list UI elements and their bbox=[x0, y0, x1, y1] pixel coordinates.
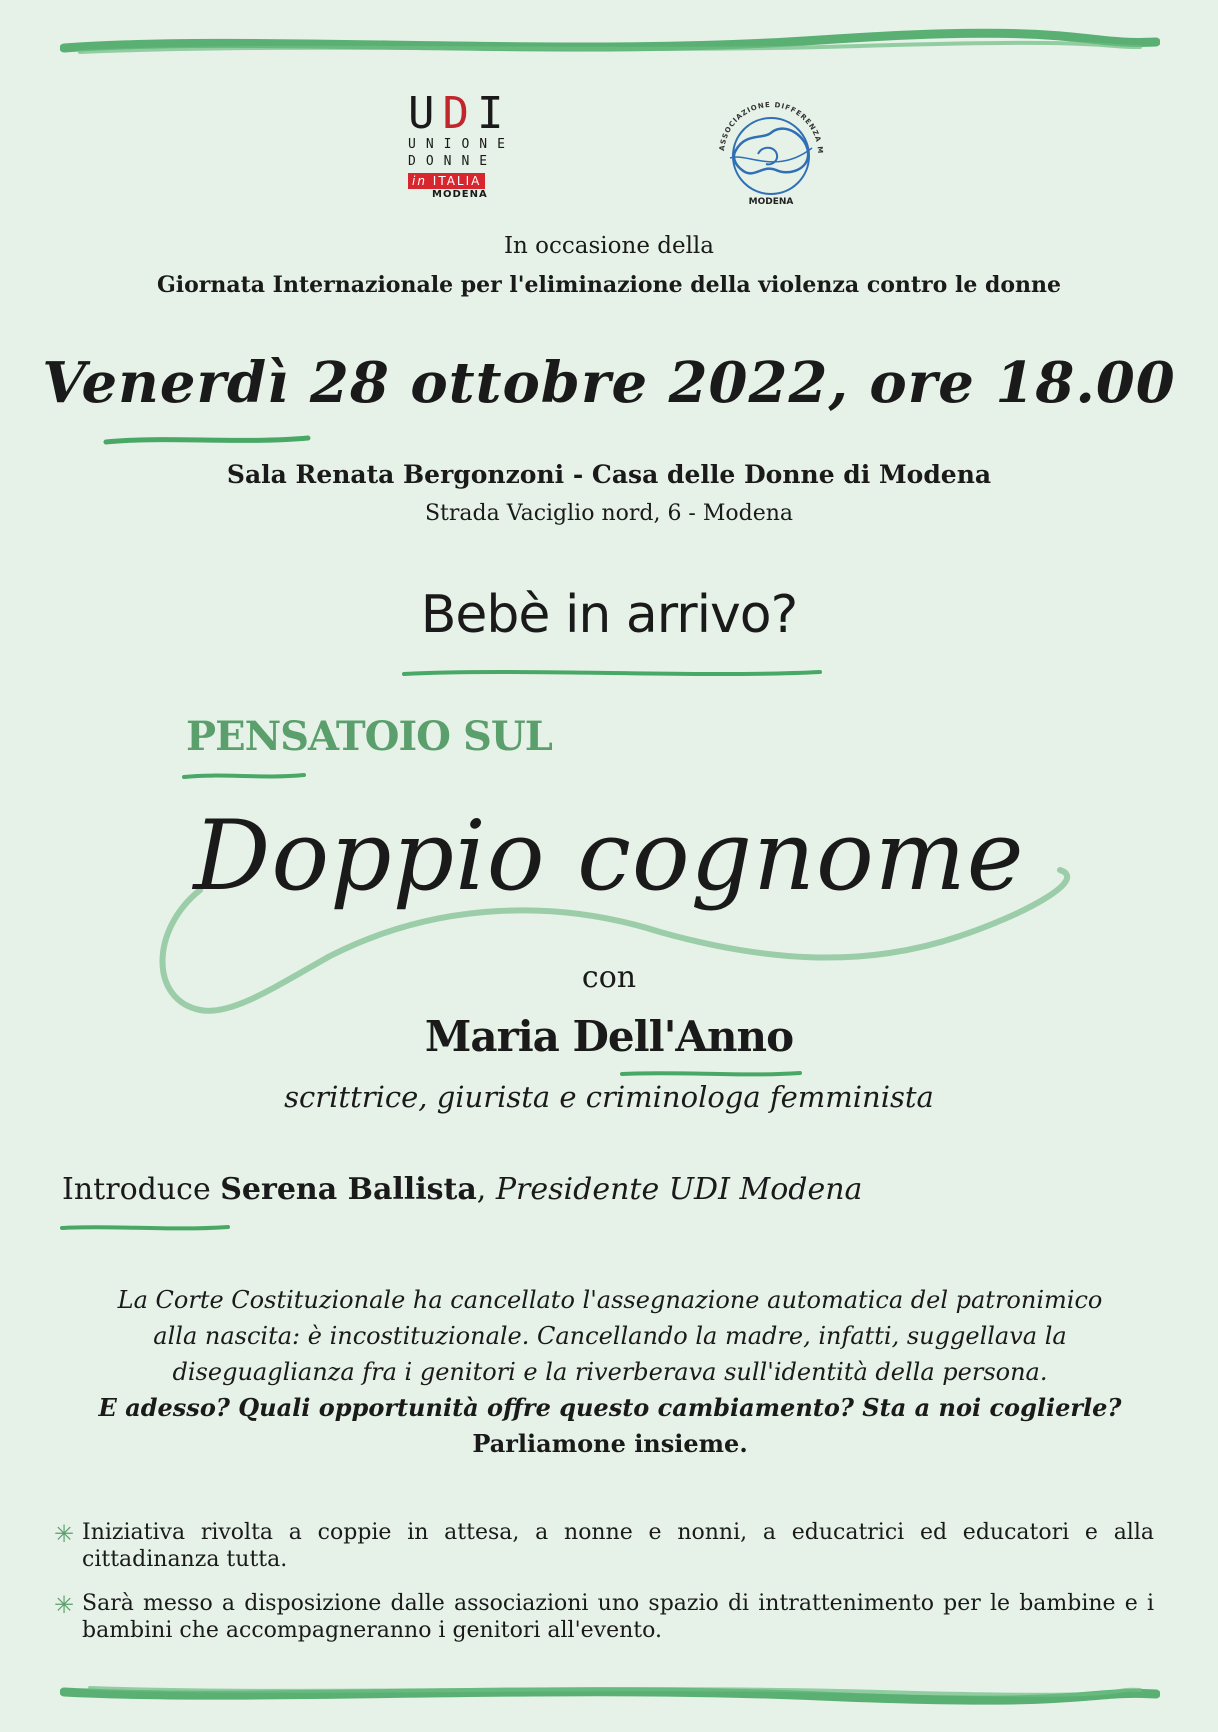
bebe-headline: Bebè in arrivo? bbox=[420, 585, 798, 645]
udi-ribbon-italia: ITALIA bbox=[432, 174, 482, 188]
asterisk-icon: ✳ bbox=[54, 1520, 75, 1548]
udi-city: MODENA bbox=[432, 189, 488, 200]
bebe-underline-stroke bbox=[400, 666, 824, 680]
occasion-line: In occasione della bbox=[503, 233, 715, 259]
description-question: E adesso? Quali opportunità offre questo cambiamento? Sta a noi coglierle? bbox=[98, 1393, 1122, 1422]
date-underline-stroke bbox=[102, 432, 312, 448]
introduce-underline-stroke bbox=[60, 1222, 230, 1234]
bottom-brush-stroke bbox=[60, 1676, 1160, 1710]
introduce-name: Serena Ballista bbox=[220, 1172, 477, 1207]
speaker-name: Maria Dell'Anno bbox=[424, 1012, 794, 1061]
udi-letter-u: U bbox=[408, 88, 443, 139]
asterisk-icon: ✳ bbox=[54, 1591, 75, 1619]
description-closing: Parliamone insieme. bbox=[472, 1429, 748, 1458]
speaker-role: scrittrice, giurista e criminologa femminista bbox=[284, 1080, 934, 1114]
event-date: Venerdì 28 ottobre 2022, ore 18.00 bbox=[42, 350, 1176, 416]
associazione-ring-text: ASSOCIAZIONE DIFFERENZA M bbox=[718, 100, 825, 155]
venue-address: Strada Vaciglio nord, 6 - Modena bbox=[424, 501, 794, 526]
udi-ribbon-in: in bbox=[412, 174, 427, 188]
bullet-item bbox=[54, 1519, 1154, 1573]
doppio-cognome-title: Doppio cognome bbox=[193, 800, 1025, 912]
associazione-logo bbox=[706, 92, 836, 212]
top-brush-stroke bbox=[60, 28, 1160, 62]
description-block bbox=[70, 1282, 1150, 1462]
venue-sala: Sala Renata Bergonzoni - Casa delle Donne di Modena bbox=[226, 460, 992, 489]
description-line-3: diseguaglianza fra i genitori e la riverberava sull'identità della persona. bbox=[172, 1358, 1048, 1386]
udi-letter-i: I bbox=[477, 88, 512, 139]
udi-logo bbox=[408, 88, 520, 200]
introduce-line bbox=[62, 1172, 862, 1207]
associazione-city: MODENA bbox=[748, 197, 794, 207]
introduce-prefix: Introduce bbox=[62, 1172, 211, 1207]
introduce-title: Presidente UDI Modena bbox=[495, 1172, 863, 1207]
udi-unione: UNIONE bbox=[408, 137, 515, 152]
bullet-item bbox=[54, 1590, 1154, 1644]
udi-letter-d: D bbox=[442, 88, 477, 139]
udi-letters bbox=[408, 88, 520, 139]
giornata-line: Giornata Internazionale per l'eliminazione della violenza contro le donne bbox=[156, 272, 1062, 298]
speaker-underline-stroke bbox=[620, 1068, 802, 1080]
bullet-text: Iniziativa rivolta a coppie in attesa, a nonne e nonni, a educatrici ed educatori e alla cittadinanza tutta. bbox=[82, 1520, 1154, 1572]
pensatoio-label: PENSATOIO SUL bbox=[186, 713, 552, 760]
associazione-emblem-icon bbox=[706, 92, 836, 212]
udi-donne: DONNE bbox=[408, 154, 498, 169]
bullet-text: Sarà messo a disposizione dalle associazioni uno spazio di intrattenimento per le bambine e i bambini che accompagneranno i genitori all'evento. bbox=[82, 1591, 1154, 1643]
description-line-1: La Corte Costituzionale ha cancellato l'assegnazione automatica del patronimico bbox=[117, 1286, 1103, 1314]
introduce-comma: , bbox=[476, 1172, 487, 1207]
udi-ribbon bbox=[408, 173, 485, 189]
con-label: con bbox=[581, 960, 637, 995]
pensatoio-underline-stroke bbox=[182, 770, 306, 782]
description-line-2: alla nascita: è incostituzionale. Cancellando la madre, infatti, suggellava la bbox=[153, 1322, 1067, 1350]
